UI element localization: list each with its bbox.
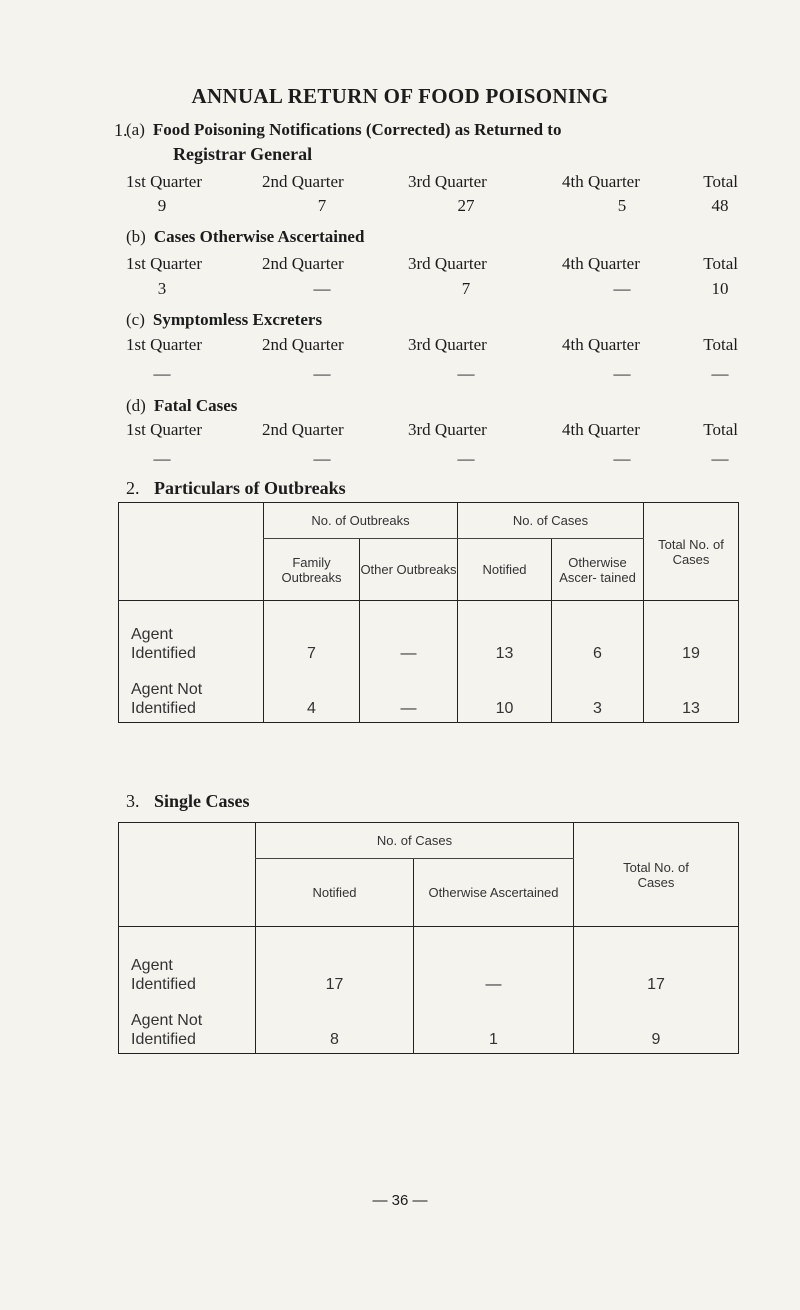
quarter-1-header: 1st Quarter (126, 172, 203, 191)
total-cases-value: 19 (644, 601, 739, 667)
quarter-3-header: 3rd Quarter (408, 335, 487, 354)
quarter-4-header: 4th Quarter (562, 420, 640, 439)
otherwise-ascertained-header: Otherwise Ascertained (414, 859, 574, 927)
row-label-line1: Agent (131, 956, 173, 974)
section-2-number: 2. (126, 478, 140, 498)
value-q1: 9 (157, 196, 167, 215)
quarter-3-header: 3rd Quarter (408, 254, 487, 273)
total-header: Total (703, 420, 738, 439)
section-3-heading: Single Cases (154, 791, 250, 811)
value-q3: 27 (457, 196, 475, 215)
value-q4: — (613, 364, 631, 383)
section-1a-heading-line2: Registrar General (173, 144, 313, 164)
row-label-line1: Agent (131, 625, 173, 643)
value-q4: — (613, 279, 631, 298)
row-label-agent-identified (119, 601, 264, 667)
other-outbreaks-header: Other Outbreaks (360, 539, 458, 601)
value-q2: — (313, 364, 331, 383)
otherwise-ascertained-value: 6 (552, 601, 644, 667)
table-row (119, 601, 739, 667)
value-total: 10 (711, 279, 729, 298)
otherwise-ascertained-value: — (414, 927, 574, 998)
otherwise-ascertained-value: 1 (414, 998, 574, 1054)
section-1b-heading: Cases Otherwise Ascertained (153, 227, 365, 246)
table-row (119, 927, 739, 998)
section-1b-label (126, 227, 364, 247)
quarter-2-header: 2nd Quarter (262, 254, 344, 273)
row-label-line2: Identified (131, 644, 196, 662)
value-q3: — (457, 364, 475, 383)
total-no-of-cases-header (574, 823, 739, 927)
quarter-1-header: 1st Quarter (126, 254, 203, 273)
value-q3: 7 (461, 279, 471, 298)
section-1b-quarter-header (126, 254, 738, 278)
section-1-number: 1. (114, 120, 128, 140)
quarter-4-header: 4th Quarter (562, 335, 640, 354)
outbreaks-corner-cell (119, 503, 264, 601)
notified-value: 10 (458, 667, 552, 723)
row-label-agent-identified (119, 927, 256, 998)
notified-value: 8 (256, 998, 414, 1054)
section-1b-letter: (b) (126, 227, 146, 246)
row-label-line1: Agent Not (131, 1012, 203, 1029)
family-outbreaks-value: 4 (264, 667, 360, 723)
section-1d-heading: Fatal Cases (153, 396, 238, 415)
notified-value: 13 (458, 601, 552, 667)
row-label-agent-not-identified (119, 998, 256, 1054)
total-no-of-cases-text: Total No. of Cases (623, 859, 689, 890)
section-1c-letter: (c) (126, 310, 145, 329)
quarter-4-header: 4th Quarter (562, 254, 640, 273)
other-outbreaks-value: — (360, 667, 458, 723)
section-1d-quarter-header (126, 420, 738, 444)
value-q4: — (613, 449, 631, 468)
single-cases-corner-cell (119, 823, 256, 927)
page-title: ANNUAL RETURN OF FOOD POISONING (191, 84, 609, 108)
section-1d-values (126, 449, 738, 473)
quarter-1-header: 1st Quarter (126, 335, 203, 354)
total-cases-value: 9 (574, 998, 739, 1054)
total-cases-value: 17 (574, 927, 739, 998)
section-1a-quarter-header (126, 172, 738, 196)
total-cases-value: 13 (644, 667, 739, 723)
section-3-number: 3. (126, 791, 140, 811)
notified-value: 17 (256, 927, 414, 998)
row-label-line2: Identified (131, 1031, 196, 1048)
quarter-4-header: 4th Quarter (562, 172, 640, 191)
quarter-2-header: 2nd Quarter (262, 420, 344, 439)
total-no-of-cases-header: Total No. of Cases (644, 503, 739, 601)
table-row (119, 998, 739, 1054)
table-row (119, 667, 739, 723)
quarter-3-header: 3rd Quarter (408, 420, 487, 439)
otherwise-ascertained-header: Otherwise Ascer- tained (552, 539, 644, 601)
no-of-cases-header: No. of Cases (256, 823, 574, 859)
section-1d-letter: (d) (126, 396, 146, 415)
total-header: Total (703, 172, 738, 191)
total-header: Total (703, 335, 738, 354)
value-q4: 5 (617, 196, 627, 215)
page-number: — 36 — (372, 1192, 428, 1209)
section-1b-values (126, 279, 738, 303)
value-q3: — (457, 449, 475, 468)
value-q2: 7 (317, 196, 327, 215)
notified-header: Notified (256, 859, 414, 927)
no-of-cases-header: No. of Cases (458, 503, 644, 539)
single-cases-table (118, 822, 739, 1054)
section-1c-heading: Symptomless Excreters (152, 310, 323, 329)
value-total: — (711, 364, 729, 383)
row-label-agent-not-identified (119, 667, 264, 723)
value-q2: — (313, 449, 331, 468)
section-1c-label (126, 310, 322, 330)
section-1c-quarter-header (126, 335, 738, 359)
value-q1: — (153, 364, 171, 383)
section-1d-label (126, 396, 237, 416)
other-outbreaks-value: — (360, 601, 458, 667)
family-outbreaks-header: Family Outbreaks (264, 539, 360, 601)
section-1c-values (126, 364, 738, 388)
value-q2: — (313, 279, 331, 298)
row-label-line1: Agent Not (131, 681, 203, 698)
section-1a-label (126, 120, 561, 140)
total-header: Total (703, 254, 738, 273)
quarter-3-header: 3rd Quarter (408, 172, 487, 191)
quarter-2-header: 2nd Quarter (262, 172, 344, 191)
section-2-heading: Particulars of Outbreaks (154, 478, 346, 498)
value-q1: — (153, 449, 171, 468)
section-1a-values (126, 196, 738, 220)
quarter-2-header: 2nd Quarter (262, 335, 344, 354)
row-label-line2: Identified (131, 975, 196, 993)
section-1a-letter: (a) (126, 120, 145, 139)
otherwise-ascertained-value: 3 (552, 667, 644, 723)
notified-header: Notified (458, 539, 552, 601)
no-of-outbreaks-header: No. of Outbreaks (264, 503, 458, 539)
section-1a-heading-line1: Food Poisoning Notifications (Corrected) as Returned to (152, 120, 562, 139)
outbreaks-table (118, 502, 739, 723)
quarter-1-header: 1st Quarter (126, 420, 203, 439)
value-total: 48 (711, 196, 729, 215)
value-q1: 3 (157, 279, 167, 298)
family-outbreaks-value: 7 (264, 601, 360, 667)
row-label-line2: Identified (131, 700, 196, 717)
value-total: — (711, 449, 729, 468)
